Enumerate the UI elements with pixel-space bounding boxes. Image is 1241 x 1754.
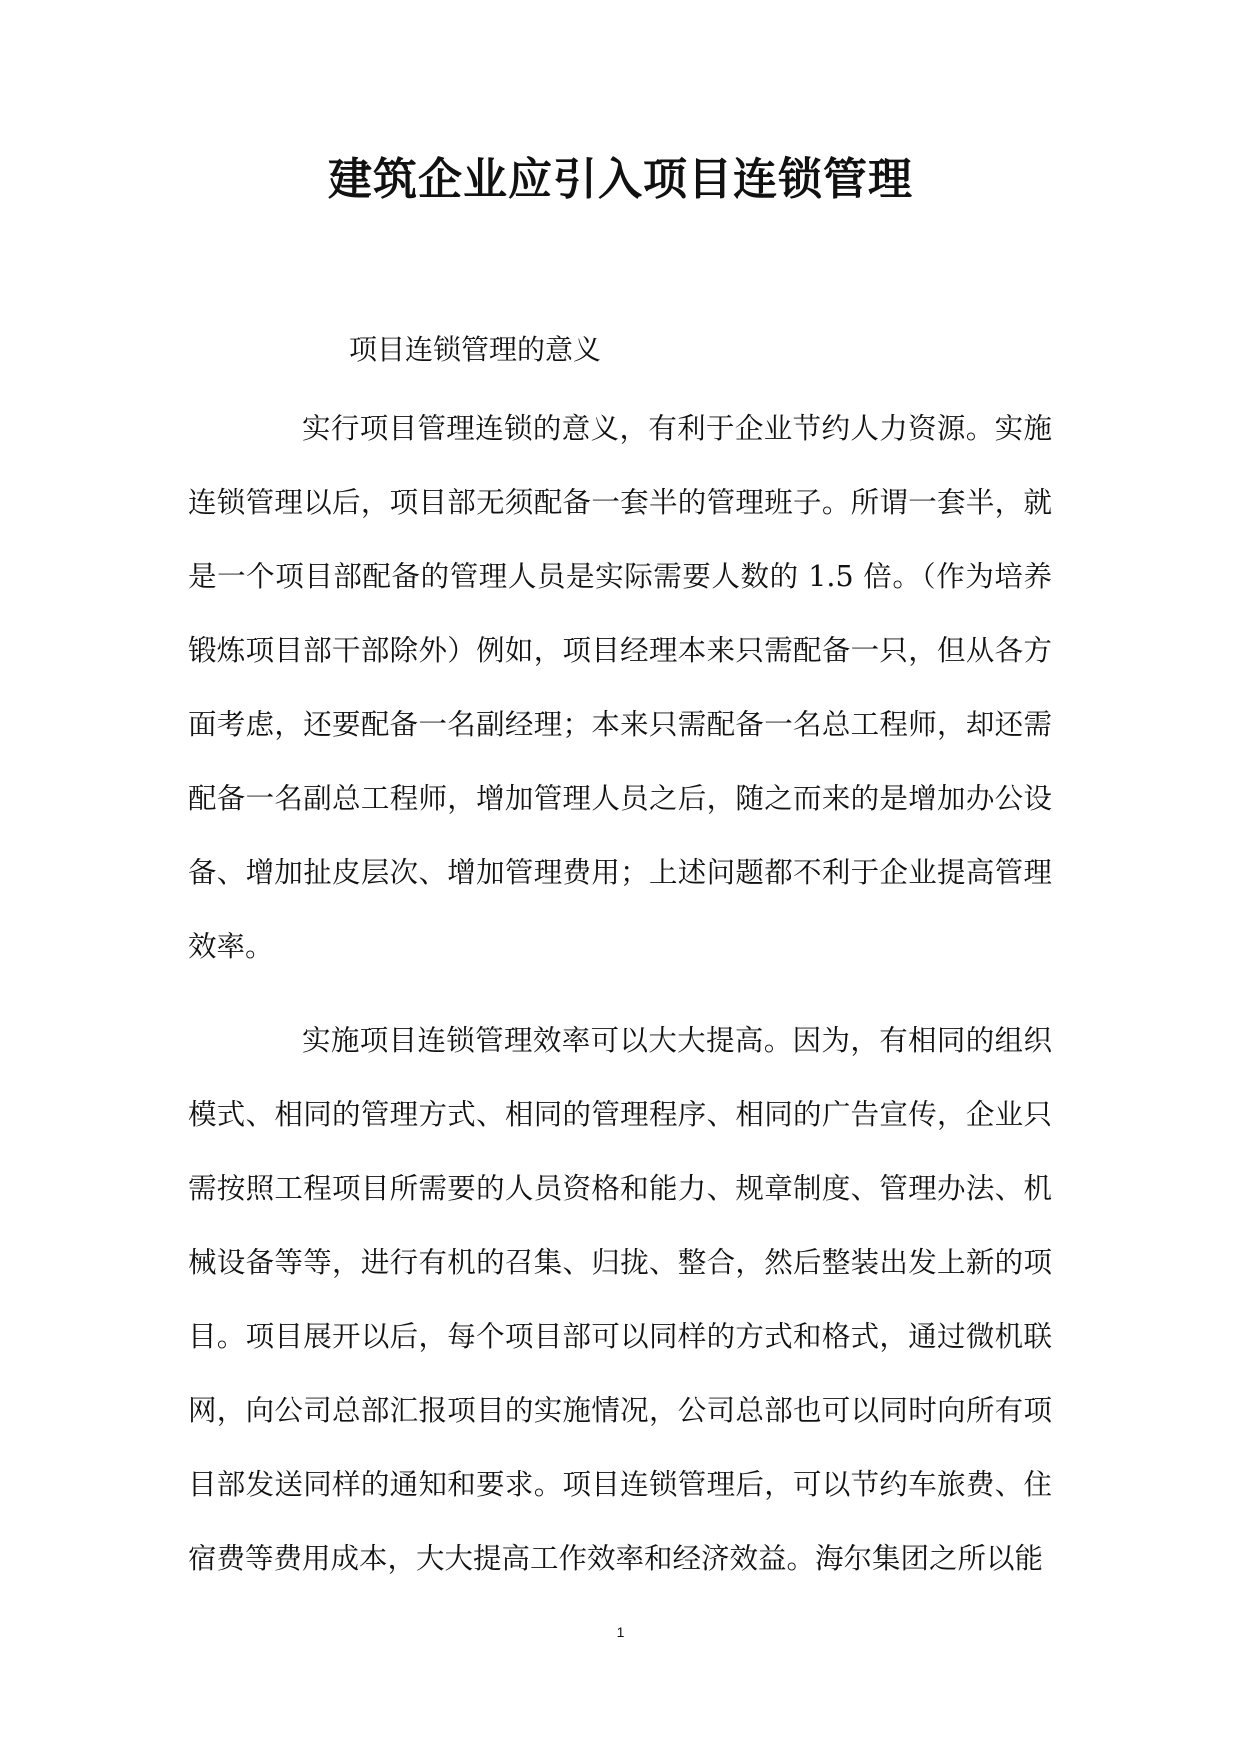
document-title: 建筑企业应引入项目连锁管理 [328, 154, 913, 205]
paragraph-1: 实行项目管理连锁的意义，有利于企业节约人力资源。实施连锁管理以后，项目部无须配备一套半的管理班子。所谓一套半，就是一个项目部配备的管理人员是实际需要人数的 1.5 倍。（作为培养锻炼项目部干部除外）例如，项目经理本来只需配备一只，但从各方面考虑，还要配备一名副经理；本来只需配备一名总工程师，却还需配备一名副总工程师，增加管理人员之后，随之而来的是增加办公设备、增加扯皮层次、增加管理费用；上述问题都不利于企业提高管理效率。 [188, 412, 1052, 963]
section-heading: 项目连锁管理的意义 [349, 333, 602, 366]
page-number: 1 [616, 1624, 625, 1640]
paragraph-2: 实施项目连锁管理效率可以大大提高。因为，有相同的组织模式、相同的管理方式、相同的管理程序、相同的广告宣传，企业只需按照工程项目所需要的人员资格和能力、规章制度、管理办法、机械设备等等，进行有机的召集、归拢、整合，然后整装出发上新的项目。项目展开以后，每个项目部可以同样的方式和格式，通过微机联网，向公司总部汇报项目的实施情况，公司总部也可以同时向所有项目部发送同样的通知和要求。项目连锁管理后，可以节约车旅费、住宿费等费用成本，大大提高工作效率和经济效益。海尔集团之所以能 [188, 1024, 1052, 1575]
